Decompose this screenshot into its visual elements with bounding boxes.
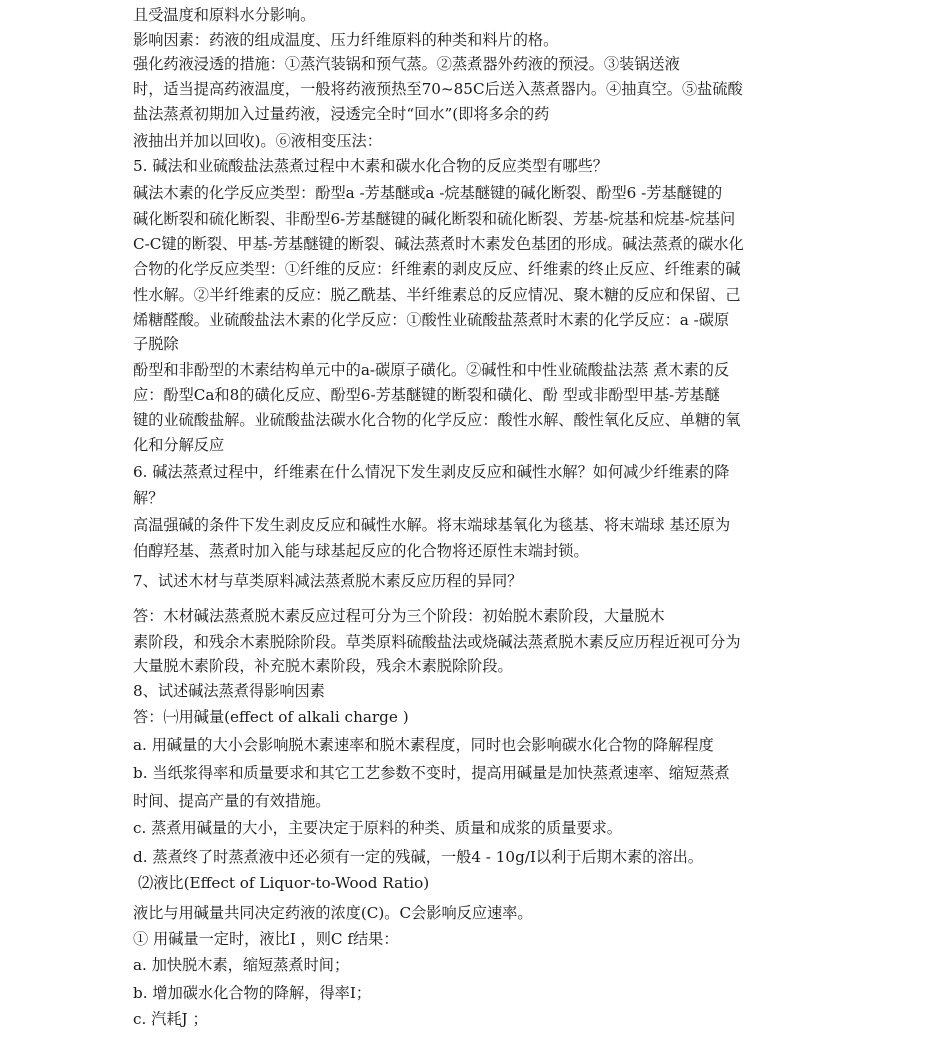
text-line: 高温强碱的条件下发生剥皮反应和碱性水解。将末端球基氧化为毯基、将末端球 基还原为	[133, 516, 731, 534]
text-line: 强化药液浸透的措施：①蒸汽装锅和预气蒸。②蒸煮器外药液的预浸。③装锅送液	[133, 55, 680, 73]
text-line: 酚型和非酚型的木素结构单元中的a-碳原子磺化。②碱性和中性业硫酸盐法蒸 煮木素的反	[133, 361, 730, 379]
text-line: 答：㈠用碱量(effect of alkali charge )	[133, 708, 409, 726]
text-line: C-C键的断裂、甲基-芳基醚键的断裂、碱法蒸煮时木素发色基团的形成。碱法蒸煮的碳水化	[133, 235, 744, 253]
list-item: a. 用碱量的大小会影响脱木素速率和脱木素程度，同时也会影响碳水化合物的降解程度	[133, 736, 714, 754]
text-line: 且受温度和原料水分影响。	[133, 6, 316, 24]
question-heading: 7、试述木材与草类原料减法蒸煮脱木素反应历程的异同？	[133, 572, 523, 590]
question-heading: 8、试述碱法蒸煮得影响因素	[133, 682, 325, 700]
list-item: b. 当纸浆得率和质量要求和其它工艺参数不变时，提高用碱量是加快蒸煮速率、缩短蒸煮	[133, 764, 730, 782]
list-item: c. 蒸煮用碱量的大小，主要决定于原料的种类、质量和成浆的质量要求。	[133, 819, 622, 837]
text-line: 伯醇羟基、蒸煮时加入能与球基起反应的化合物将还原性末端封锁。	[133, 542, 589, 560]
list-item: a. 加快脱木素，缩短蒸煮时间；	[133, 956, 350, 974]
section-heading: ⑵液比(Effect of Liquor-to-Wood Ratio)	[138, 874, 430, 892]
list-item: b. 增加碳水化合物的降解，得率I；	[133, 984, 372, 1002]
text-line: 应：酚型Ca和8的磺化反应、酚型6-芳基醚键的断裂和磺化、酚 型或非酚型甲基-芳基醚	[133, 386, 720, 404]
text-line: 素阶段，和残余木素脱除阶段。草类原料硫酸盐法或烧碱法蒸煮脱木素反应历程近视可分为	[133, 633, 741, 651]
text-line: 合物的化学反应类型：①纤维的反应：纤维素的剥皮反应、纤维素的终止反应、纤维素的碱	[133, 260, 741, 278]
text-line: 碱法木素的化学反应类型：酚型a -芳基醚或a -烷基醚键的碱化断裂、酚型6 -芳基醚键的	[133, 184, 723, 202]
text-line: 碱化断裂和硫化断裂、非酚型6-芳基醚键的碱化断裂和硫化断裂、芳基-烷基和烷基-烷基问	[133, 210, 736, 228]
list-item: ① 用碱量一定时，液比I ，则C f结果：	[133, 930, 399, 948]
list-item: c. 汽耗J ；	[133, 1010, 208, 1028]
text-line: 液比与用碱量共同决定药液的浓度(C)。C会影响反应速率。	[133, 904, 533, 922]
text-line: 答：木材碱法蒸煮脱木素反应过程可分为三个阶段：初始脱木素阶段，大量脱木	[133, 607, 665, 625]
text-line: 烯糖醛酸。业硫酸盐法木素的化学反应：①酸性业硫酸盐蒸煮时木素的化学反应：a -碳原	[133, 311, 730, 329]
question-heading: 5. 碱法和业硫酸盐法蒸煮过程中木素和碳水化合物的反应类型有哪些？	[133, 157, 608, 175]
text-line: 时间、提高产量的有效措施。	[133, 792, 331, 810]
text-line: 性水解。②半纤维素的反应：脱乙酰基、半纤维素总的反应情况、聚木糖的反应和保留、己	[133, 286, 741, 304]
text-line: 影响因素：药液的组成温度、压力纤维原料的种类和料片的格。	[133, 31, 559, 49]
text-line: 化和分解反应	[133, 436, 225, 454]
text-line: 大量脱木素阶段，补充脱木素阶段，残余木素脱除阶段。	[133, 657, 513, 675]
question-heading: 6. 碱法蒸煮过程中，纤维素在什么情况下发生剥皮反应和碱性水解？如何减少纤维素的降	[133, 463, 730, 481]
text-line: 键的业硫酸盐解。业硫酸盐法碳水化合物的化学反应：酸性水解、酸性氧化反应、单糖的氧	[133, 411, 741, 429]
text-line: 子脱除	[133, 335, 179, 353]
list-item: d. 蒸煮终了时蒸煮液中还必须有一定的残碱，一般4 - 10g/I以利于后期木素的溶出。	[133, 848, 703, 866]
text-line: 液抽出并加以回收)。⑥液相变压法：	[133, 132, 382, 150]
text-line: 时，适当提高药液温度，一般将药液预热至70~85C后送入蒸煮器内。④抽真空。⑤盐硫酸	[133, 80, 743, 98]
text-line: 盐法蒸煮初期加入过量药液，浸透完全时“回水”(即将多余的药	[133, 105, 550, 123]
text-line: 解？	[133, 489, 164, 507]
